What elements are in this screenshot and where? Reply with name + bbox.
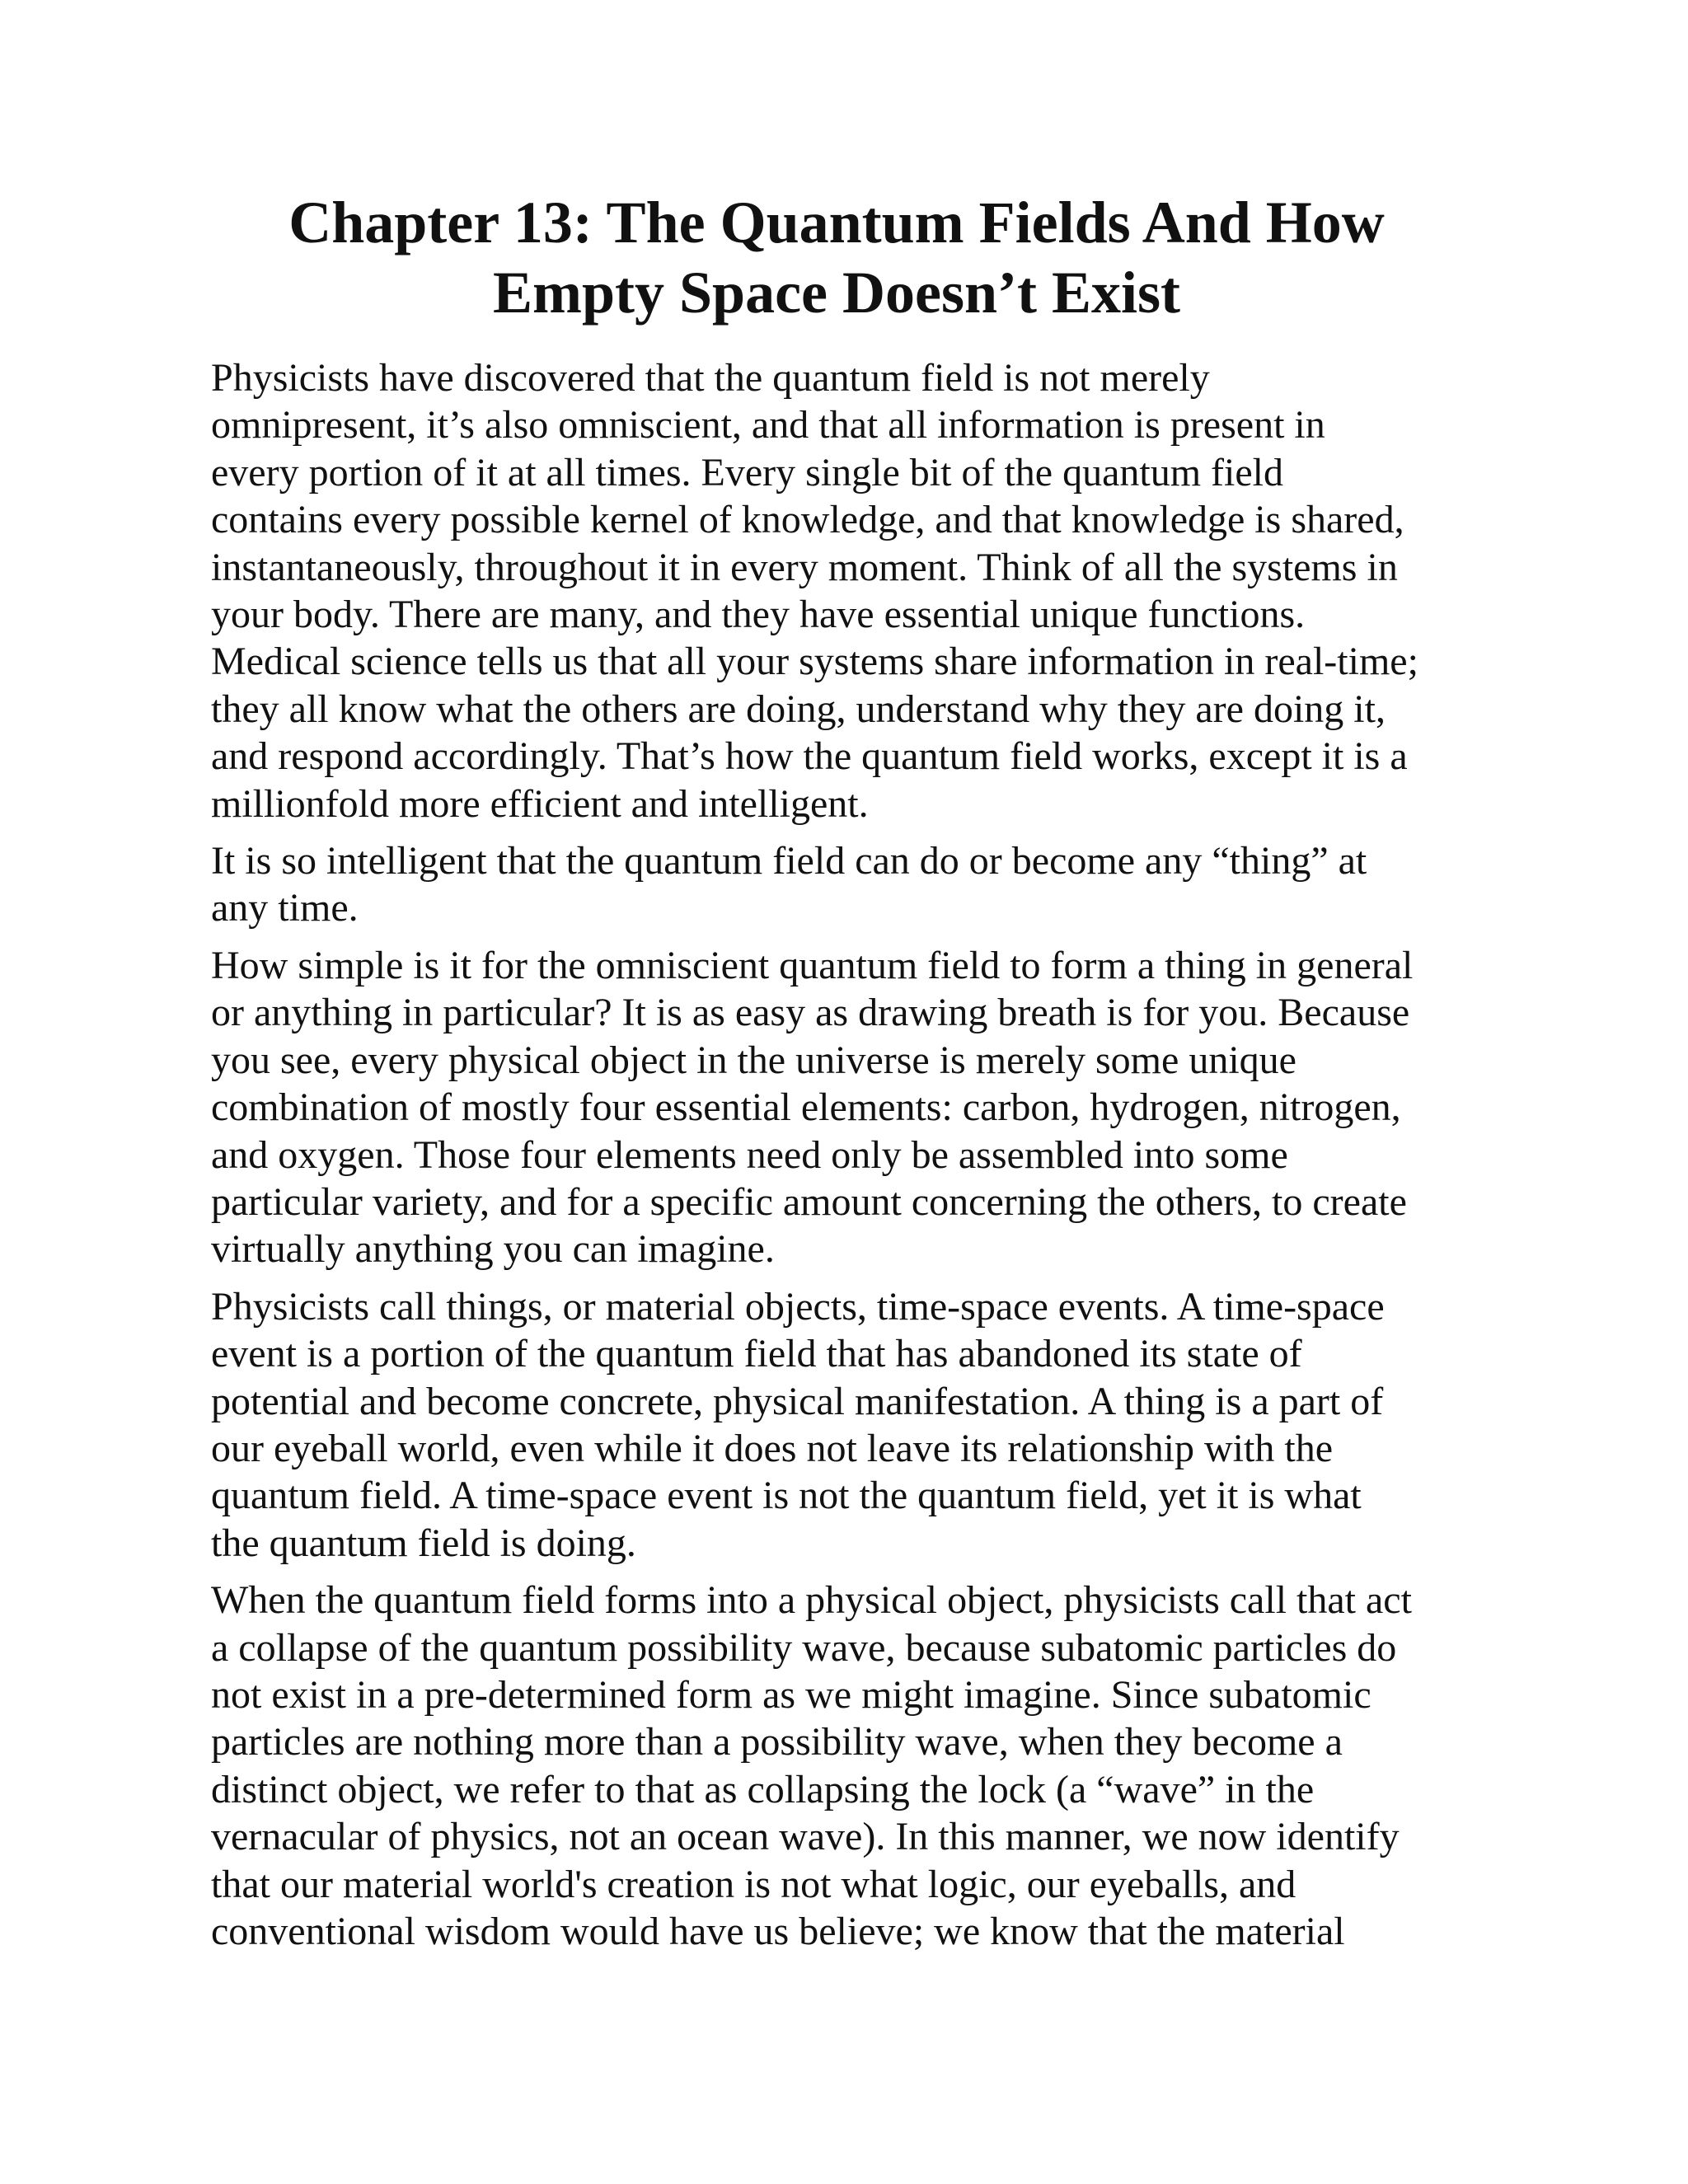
paragraph-4: Physicists call things, or material objects, time-space events. A time-space event is a portion of the quantum field that has abandoned its state of potential and become concrete, physical manifestation. A thing is a part of our eyeball world, even while it does not leave its relationship with the quantum field. A time-space event is not the quantum field, yet it is what the quantum field is doing. xyxy=(211,1284,1385,1565)
paragraph-1: Physicists have discovered that the quantum field is not merely omnipresent, it’s also omniscient, and that all information is present in every portion of it at all times. Every single bit of the quantum field contains every possible kernel of knowledge, and that knowledge is shared, instantaneously, throughout it in every moment. Think of all the systems in your body. There are many, and they have essential unique functions. Medical science tells us that all your systems share information in real-time; they all know what the others are doing, understand why they are doing it, and respond accordingly. That’s how the quantum field works, except it is a millionfold more efficient and intelligent. xyxy=(211,356,1418,826)
chapter-title: Chapter 13: The Quantum Fields And How Empty Space Doesn’t Exist xyxy=(288,190,1385,326)
chapter-body xyxy=(211,354,1497,1965)
paragraph-3: How simple is it for the omniscient quantum field to form a thing in general or anything in particular? It is as easy as drawing breath is for you. Because you see, every physical object in the universe is merely some unique combination of mostly four essential elements: carbon, hydrogen, nitrogen, and oxygen. Those four elements need only be assembled into some particular variety, and for a specific amount concerning the others, to create virtually anything you can imagine. xyxy=(211,943,1414,1272)
paragraph-2: It is so intelligent that the quantum field can do or become any “thing” at any time. xyxy=(211,839,1367,930)
paragraph-5: When the quantum field forms into a physical object, physicists call that act a collapse of the quantum possibility wave, because subatomic particles do not exist in a pre-determined form as we might imagine. Since subatomic particles are nothing more than a possibility wave, when they become a distinct object, we refer to that as collapsing the lock (a “wave” in the vernacular of physics, not an ocean wave). In this manner, we now identify that our material world's creation is not what logic, our eyeballs, and conventional wisdom would have us believe; we know that the material xyxy=(211,1578,1412,1953)
